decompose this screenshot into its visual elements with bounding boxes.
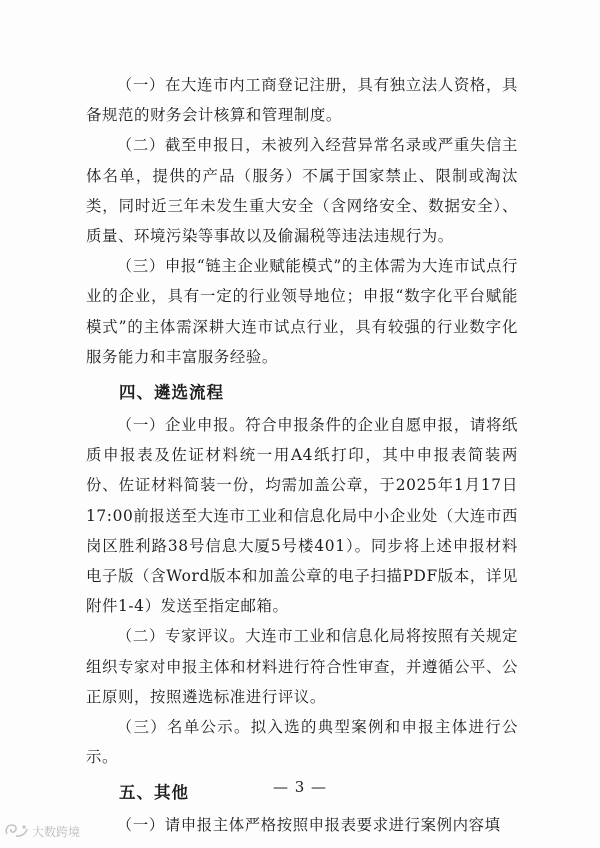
paragraph-requirement-2: （二）截至申报日，未被列入经营异常名录或严重失信主体名单，提供的产品（服务）不属于国家禁止、限制或淘汰类，同时近三年未发生重大安全（含网络安全、数据安全）、质量、环境污染等事故以及偷漏税等违法违规行为。 xyxy=(86,136,518,246)
paragraph-list-publicity: （三）名单公示。拟入选的典型案例和申报主体进行公示。 xyxy=(86,718,518,767)
paragraph-other-1: （一）请申报主体严格按照申报表要求进行案例内容填 xyxy=(116,816,501,835)
paragraph-requirement-3: （三）申报“链主企业赋能模式”的主体需为大连市试点行业的企业，具有一定的行业领导地位；申报“数字化平台赋能模式”的主体需深耕大连市试点行业，具有较强的行业数字化服务能力和丰富服务经验。 xyxy=(86,257,518,366)
paragraph-enterprise-application: （一）企业申报。符合申报条件的企业自愿申报，请将纸质申报表及佐证材料统一用A4纸打印，其中申报表简装两份、佐证材料简装一份，均需加盖公章，于2025年1月17日17:00前报送至大连市工业和信息化局中小企业处（大连市西岗区胜利路38号信息大厦5号楼401）。同步将上述申报材料电子版（含Word版本和加盖公章的电子扫描PDF版本，详见附件1-4）发送至指定邮箱。 xyxy=(86,416,518,616)
watermark-logo-icon xyxy=(4,822,30,840)
document-body xyxy=(86,70,518,841)
watermark-text: 大数跨境 xyxy=(32,824,81,839)
page-number: — 3 — xyxy=(272,778,328,796)
section-heading-selection-process: 四、遴选流程 xyxy=(119,383,224,403)
paragraph-expert-review: （二）专家评议。大连市工业和信息化局将按照有关规定组织专家对申报主体和材料进行符合性审查，并遵循公平、公正原则，按照遴选标准进行评议。 xyxy=(86,627,518,706)
watermark xyxy=(4,822,80,840)
paragraph-requirement-1: （一）在大连市内工商登记注册，具有独立法人资格，具备规范的财务会计核算和管理制度。 xyxy=(86,76,518,125)
section-heading-other: 五、其他 xyxy=(119,783,189,803)
